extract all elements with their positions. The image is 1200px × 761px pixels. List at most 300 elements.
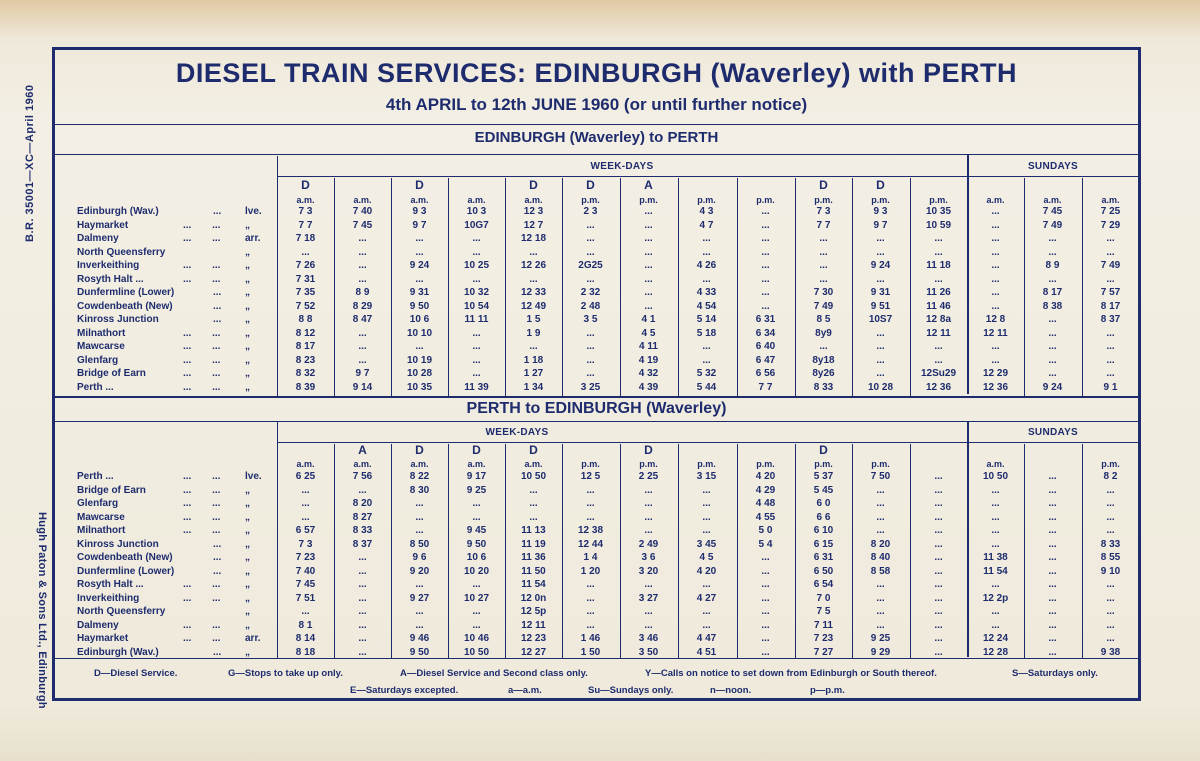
- am-pm-label: a.m.: [353, 459, 372, 469]
- station-name: Bridge of Earn: [77, 368, 146, 379]
- departure-time: ...: [529, 498, 538, 509]
- departure-time: 4 20: [696, 565, 717, 577]
- arr-dep-marker: arr.: [245, 233, 261, 244]
- departure-time: 6 0: [816, 498, 831, 509]
- departure-time: ...: [586, 592, 595, 604]
- departure-time: 8 2: [1103, 471, 1118, 482]
- departure-time: ...: [761, 287, 770, 298]
- departure-time: 8 39: [295, 381, 316, 393]
- departure-time: ...: [472, 341, 481, 352]
- sundays-band-label: SUNDAYS: [1027, 427, 1079, 438]
- departure-time: 9 25: [466, 484, 487, 496]
- departure-time: ...: [472, 498, 481, 509]
- departure-time: ...: [876, 592, 885, 604]
- departure-time: ...: [876, 233, 885, 244]
- leader-dots: ...: [213, 314, 222, 325]
- departure-time: 7 35: [295, 287, 316, 298]
- departure-time: ...: [1048, 354, 1057, 366]
- departure-time: ...: [702, 619, 711, 631]
- arr-dep-marker: „: [245, 619, 250, 631]
- departure-time: ...: [358, 327, 367, 339]
- departure-time: 1 46: [580, 633, 601, 644]
- divider: [55, 421, 1141, 422]
- departure-time: 12 2p: [982, 592, 1009, 604]
- departure-time: 5 18: [696, 327, 717, 339]
- arr-dep-marker: „: [245, 498, 250, 509]
- departure-time: 8 1: [298, 619, 313, 631]
- service-code: D: [529, 178, 538, 192]
- departure-time: ...: [876, 525, 885, 536]
- divider: [277, 176, 1141, 177]
- legend-sundays-only: Su—Sundays only.: [588, 685, 674, 696]
- departure-time: ...: [991, 219, 1000, 231]
- departure-time: ...: [472, 619, 481, 631]
- departure-time: 4 33: [696, 287, 717, 298]
- departure-time: 11 11: [464, 314, 489, 325]
- departure-time: 7 7: [298, 219, 313, 231]
- departure-time: 8y18: [812, 354, 835, 366]
- departure-time: ...: [472, 579, 481, 590]
- departure-time: ...: [876, 579, 885, 590]
- departure-time: ...: [876, 246, 885, 258]
- departure-time: ...: [586, 619, 595, 631]
- departure-time: ...: [761, 579, 770, 590]
- legend-noon: n—noon.: [710, 685, 752, 696]
- departure-time: ...: [991, 525, 1000, 536]
- departure-time: ...: [301, 246, 310, 258]
- departure-time: 5 45: [813, 484, 834, 496]
- departure-time: ...: [876, 354, 885, 366]
- departure-time: ...: [761, 552, 770, 563]
- station-name: Milnathort: [77, 525, 126, 536]
- departure-time: 7 27: [813, 646, 834, 658]
- leader-dots: ...: [213, 206, 222, 217]
- arr-dep-marker: „: [245, 341, 250, 352]
- departure-time: ...: [1048, 273, 1057, 285]
- am-pm-label: a.m.: [353, 195, 372, 205]
- departure-time: 12 0n: [520, 592, 547, 604]
- departure-time: ...: [586, 219, 595, 231]
- departure-time: ...: [644, 260, 653, 271]
- departure-time: ...: [644, 619, 653, 631]
- departure-time: ...: [934, 619, 943, 631]
- leader-dots: ... ...: [183, 368, 221, 379]
- departure-time: 7 31: [295, 273, 316, 285]
- departure-time: 7 25: [1100, 206, 1121, 217]
- departure-time: 6 54: [813, 579, 834, 590]
- departure-time: 6 47: [755, 354, 776, 366]
- leader-dots: ... ...: [183, 233, 221, 244]
- departure-time: ...: [1106, 233, 1115, 244]
- departure-time: 7 49: [1100, 260, 1121, 271]
- departure-time: 2 32: [580, 287, 601, 298]
- departure-time: 12 23: [520, 633, 547, 644]
- departure-time: 7 56: [352, 471, 373, 482]
- departure-time: ...: [1106, 368, 1115, 379]
- departure-time: ...: [1106, 246, 1115, 258]
- weekdays-band-label: WEEK-DAYS: [485, 427, 549, 438]
- arr-dep-marker: „: [245, 565, 250, 577]
- departure-time: 7 0: [816, 592, 831, 604]
- am-pm-label: a.m.: [986, 459, 1005, 469]
- leader-dots: ...: [213, 565, 222, 577]
- departure-time: ...: [819, 260, 828, 271]
- departure-time: 5 44: [696, 381, 717, 393]
- departure-time: ...: [1048, 579, 1057, 590]
- departure-time: ...: [991, 484, 1000, 496]
- service-code: D: [876, 178, 885, 192]
- departure-time: 4 5: [699, 552, 714, 563]
- am-pm-label: a.m.: [524, 195, 543, 205]
- departure-time: ...: [1048, 619, 1057, 631]
- departure-time: ...: [702, 511, 711, 523]
- departure-time: ...: [1106, 606, 1115, 617]
- arr-dep-marker: „: [245, 273, 250, 285]
- legend-saturdays-excepted: E—Saturdays excepted.: [350, 685, 459, 696]
- departure-time: 12 28: [982, 646, 1009, 658]
- am-pm-label: p.m.: [929, 195, 948, 205]
- service-code: D: [819, 178, 828, 192]
- departure-time: ...: [1106, 498, 1115, 509]
- departure-time: ...: [876, 368, 885, 379]
- departure-time: 11 54: [983, 565, 1008, 577]
- departure-time: ...: [934, 646, 943, 658]
- departure-time: ...: [702, 246, 711, 258]
- departure-time: 5 14: [696, 314, 717, 325]
- departure-time: 4 51: [696, 646, 717, 658]
- departure-time: ...: [415, 233, 424, 244]
- departure-time: 6 25: [295, 471, 316, 482]
- departure-time: ...: [644, 579, 653, 590]
- departure-time: 12 8: [985, 314, 1006, 325]
- departure-time: ...: [415, 341, 424, 352]
- departure-time: ...: [1048, 511, 1057, 523]
- departure-time: 10 35: [406, 381, 433, 393]
- departure-time: ...: [358, 646, 367, 658]
- departure-time: 10 35: [925, 206, 952, 217]
- departure-time: ...: [761, 246, 770, 258]
- departure-time: ...: [472, 246, 481, 258]
- departure-time: 9 24: [1042, 381, 1063, 393]
- departure-time: ...: [358, 273, 367, 285]
- northbound-title: PERTH to EDINBURGH (Waverley): [466, 400, 727, 417]
- departure-time: ...: [644, 219, 653, 231]
- departure-time: ...: [876, 273, 885, 285]
- departure-time: 9 24: [409, 260, 430, 271]
- departure-time: 4 19: [638, 354, 659, 366]
- am-pm-label: a.m.: [296, 459, 315, 469]
- departure-time: ...: [876, 511, 885, 523]
- departure-time: 8 58: [870, 565, 891, 577]
- departure-time: ...: [991, 579, 1000, 590]
- departure-time: ...: [644, 511, 653, 523]
- departure-time: 4 48: [755, 498, 776, 509]
- leader-dots: ... ...: [183, 525, 221, 536]
- departure-time: ...: [761, 619, 770, 631]
- departure-time: ...: [472, 511, 481, 523]
- arr-dep-marker: „: [245, 368, 250, 379]
- departure-time: 9 17: [466, 471, 487, 482]
- station-name: Bridge of Earn: [77, 484, 146, 496]
- am-pm-label: p.m.: [581, 459, 600, 469]
- departure-time: 12 11: [926, 327, 951, 339]
- departure-time: ...: [1106, 619, 1115, 631]
- am-pm-label: a.m.: [467, 459, 486, 469]
- departure-time: ...: [1048, 471, 1057, 482]
- departure-time: 6 31: [755, 314, 776, 325]
- departure-time: ...: [991, 260, 1000, 271]
- departure-time: ...: [415, 246, 424, 258]
- am-pm-label: a.m.: [296, 195, 315, 205]
- departure-time: 7 3: [298, 538, 313, 550]
- am-pm-label: p.m.: [814, 195, 833, 205]
- departure-time: ...: [301, 606, 310, 617]
- departure-time: ...: [1106, 327, 1115, 339]
- departure-time: ...: [761, 206, 770, 217]
- service-code: D: [644, 443, 653, 457]
- departure-time: ...: [702, 273, 711, 285]
- arr-dep-marker: „: [245, 381, 250, 393]
- departure-time: 11 38: [983, 552, 1008, 563]
- departure-time: 9 3: [412, 206, 427, 217]
- departure-time: ...: [586, 579, 595, 590]
- departure-time: 9 6: [412, 552, 427, 563]
- departure-time: ...: [358, 341, 367, 352]
- departure-time: ...: [819, 273, 828, 285]
- departure-time: 7 23: [813, 633, 834, 644]
- departure-time: ...: [529, 273, 538, 285]
- am-pm-label: a.m.: [1101, 195, 1120, 205]
- arr-dep-marker: „: [245, 260, 250, 271]
- departure-time: 4 26: [696, 260, 717, 271]
- departure-time: 9 25: [870, 633, 891, 644]
- departure-time: 5 32: [696, 368, 717, 379]
- departure-time: ...: [761, 565, 770, 577]
- departure-time: 10 50: [982, 471, 1009, 482]
- station-name: Cowdenbeath (New): [77, 300, 173, 312]
- arr-dep-marker: „: [245, 246, 250, 258]
- station-name: Dalmeny: [77, 233, 119, 244]
- departure-time: 3 45: [696, 538, 717, 550]
- arr-dep-marker: „: [245, 592, 250, 604]
- departure-time: ...: [876, 484, 885, 496]
- departure-time: 12 36: [982, 381, 1009, 393]
- am-pm-label: p.m.: [756, 459, 775, 469]
- departure-time: 4 55: [755, 511, 776, 523]
- departure-time: 9 24: [870, 260, 891, 271]
- departure-time: 6 6: [816, 511, 831, 523]
- departure-time: ...: [644, 273, 653, 285]
- departure-time: ...: [876, 606, 885, 617]
- service-code: D: [819, 443, 828, 457]
- departure-time: ...: [1048, 552, 1057, 563]
- divider: [55, 124, 1141, 125]
- legend-second-class: A—Diesel Service and Second class only.: [400, 668, 588, 679]
- arr-dep-marker: „: [245, 646, 250, 658]
- service-code: D: [415, 178, 424, 192]
- departure-time: 6 34: [755, 327, 776, 339]
- departure-time: ...: [1048, 565, 1057, 577]
- departure-time: 1 27: [523, 368, 544, 379]
- departure-time: ...: [358, 260, 367, 271]
- departure-time: ...: [991, 619, 1000, 631]
- departure-time: ...: [1048, 633, 1057, 644]
- departure-time: 3 46: [638, 633, 659, 644]
- leader-dots: ...: [213, 646, 222, 658]
- departure-time: 7 45: [352, 219, 373, 231]
- departure-time: ...: [1106, 273, 1115, 285]
- departure-time: 8 32: [295, 368, 316, 379]
- arr-dep-marker: „: [245, 511, 250, 523]
- page-title: DIESEL TRAIN SERVICES: EDINBURGH (Waverley) with PERTH: [175, 58, 1018, 88]
- leader-dots: ... ...: [183, 273, 221, 285]
- arr-dep-marker: „: [245, 606, 250, 617]
- departure-time: 7 40: [352, 206, 373, 217]
- departure-time: ...: [644, 606, 653, 617]
- departure-time: ...: [586, 273, 595, 285]
- station-name: Glenfarg: [77, 354, 119, 366]
- departure-time: 8 37: [352, 538, 373, 550]
- departure-time: 4 29: [755, 484, 776, 496]
- departure-time: 8 27: [352, 511, 373, 523]
- departure-time: 8 9: [355, 287, 370, 298]
- leader-dots: ...: [213, 287, 222, 298]
- leader-dots: ... ...: [183, 498, 221, 509]
- departure-time: 9 7: [412, 219, 427, 231]
- departure-time: 12 38: [577, 525, 604, 536]
- departure-time: ...: [358, 619, 367, 631]
- leader-dots: ... ...: [183, 219, 221, 231]
- departure-time: 3 5: [583, 314, 598, 325]
- departure-time: 10 19: [406, 354, 433, 366]
- am-pm-label: a.m.: [410, 195, 429, 205]
- southbound-title: EDINBURGH (Waverley) to PERTH: [474, 129, 719, 146]
- departure-time: 9 45: [466, 525, 487, 536]
- departure-time: ...: [934, 471, 943, 482]
- departure-time: ...: [819, 233, 828, 244]
- departure-time: 10 6: [466, 552, 487, 563]
- departure-time: 10S7: [868, 314, 893, 325]
- weekdays-band-label: WEEK-DAYS: [590, 161, 654, 172]
- departure-time: ...: [472, 606, 481, 617]
- departure-time: 10 46: [463, 633, 490, 644]
- departure-time: 9 3: [873, 206, 888, 217]
- departure-time: ...: [991, 498, 1000, 509]
- departure-time: 7 7: [758, 381, 773, 393]
- departure-time: 11 54: [521, 579, 546, 590]
- departure-time: 7 3: [298, 206, 313, 217]
- departure-time: 12 5: [580, 471, 601, 482]
- am-pm-label: p.m.: [1101, 459, 1120, 469]
- departure-time: ...: [586, 233, 595, 244]
- departure-time: 7 57: [1100, 287, 1121, 298]
- departure-time: ...: [991, 606, 1000, 617]
- departure-time: 2 49: [638, 538, 659, 550]
- departure-time: ...: [761, 633, 770, 644]
- departure-time: ...: [934, 565, 943, 577]
- station-name: Perth ...: [77, 381, 114, 393]
- departure-time: ...: [358, 592, 367, 604]
- departure-time: 8 20: [870, 538, 891, 550]
- departure-time: ...: [991, 273, 1000, 285]
- departure-time: 4 3: [699, 206, 714, 217]
- departure-time: 4 54: [696, 300, 717, 312]
- departure-time: ...: [934, 273, 943, 285]
- arr-dep-marker: „: [245, 579, 250, 590]
- departure-time: ...: [991, 538, 1000, 550]
- departure-time: ...: [472, 368, 481, 379]
- departure-time: ...: [586, 354, 595, 366]
- departure-time: 12 36: [925, 381, 952, 393]
- departure-time: ...: [1048, 646, 1057, 658]
- departure-time: ...: [301, 498, 310, 509]
- station-name: Inverkeithing: [77, 592, 140, 604]
- printer-imprint: Hugh Paton & Sons Ltd., Edinburgh: [36, 511, 48, 709]
- departure-time: 8 17: [1042, 287, 1063, 298]
- station-name: Perth ...: [77, 471, 114, 482]
- departure-time: 12 5p: [520, 606, 547, 617]
- departure-time: 8 9: [1045, 260, 1060, 271]
- departure-time: 10 28: [406, 368, 433, 379]
- departure-time: ...: [991, 246, 1000, 258]
- departure-time: 9 50: [409, 300, 430, 312]
- legend-am: a—a.m.: [508, 685, 542, 696]
- page-subtitle: 4th APRIL to 12th JUNE 1960 (or until further notice): [385, 95, 808, 114]
- departure-time: 8 23: [295, 354, 316, 366]
- departure-time: ...: [934, 511, 943, 523]
- station-name: Mawcarse: [77, 511, 125, 523]
- departure-time: 6 31: [813, 552, 834, 563]
- departure-time: ...: [991, 511, 1000, 523]
- departure-time: ...: [472, 273, 481, 285]
- departure-time: ...: [301, 484, 310, 496]
- departure-time: ...: [1048, 592, 1057, 604]
- departure-time: ...: [1048, 368, 1057, 379]
- departure-time: ...: [761, 260, 770, 271]
- departure-time: ...: [415, 525, 424, 536]
- arr-dep-marker: „: [245, 354, 250, 366]
- departure-time: 10 3: [466, 206, 487, 217]
- departure-time: ...: [529, 246, 538, 258]
- station-name: Dalmeny: [77, 619, 119, 631]
- departure-time: 8 37: [1100, 314, 1121, 325]
- am-pm-label: a.m.: [1043, 195, 1062, 205]
- legend-saturdays-only: S—Saturdays only.: [1012, 668, 1098, 679]
- departure-time: ...: [1048, 606, 1057, 617]
- departure-time: 12 33: [520, 287, 547, 298]
- departure-time: 9 27: [409, 592, 430, 604]
- arr-dep-marker: arr.: [245, 633, 261, 644]
- legend-diesel: D—Diesel Service.: [94, 668, 178, 679]
- departure-time: ...: [358, 354, 367, 366]
- departure-time: 9 31: [409, 287, 430, 298]
- departure-time: ...: [934, 233, 943, 244]
- departure-time: 9 1: [1103, 381, 1118, 393]
- departure-time: 12 11: [521, 619, 546, 631]
- leader-dots: ... ...: [183, 511, 221, 523]
- departure-time: 7 40: [295, 565, 316, 577]
- sundays-band-label: SUNDAYS: [1027, 161, 1079, 172]
- am-pm-label: p.m.: [639, 459, 658, 469]
- arr-dep-marker: „: [245, 287, 250, 298]
- departure-time: ...: [991, 287, 1000, 298]
- departure-time: 9 31: [870, 287, 891, 298]
- departure-time: 4 32: [638, 368, 659, 379]
- departure-time: 12 27: [520, 646, 547, 658]
- departure-time: ...: [358, 233, 367, 244]
- station-name: Kinross Junction: [77, 314, 159, 325]
- departure-time: 3 6: [641, 552, 656, 563]
